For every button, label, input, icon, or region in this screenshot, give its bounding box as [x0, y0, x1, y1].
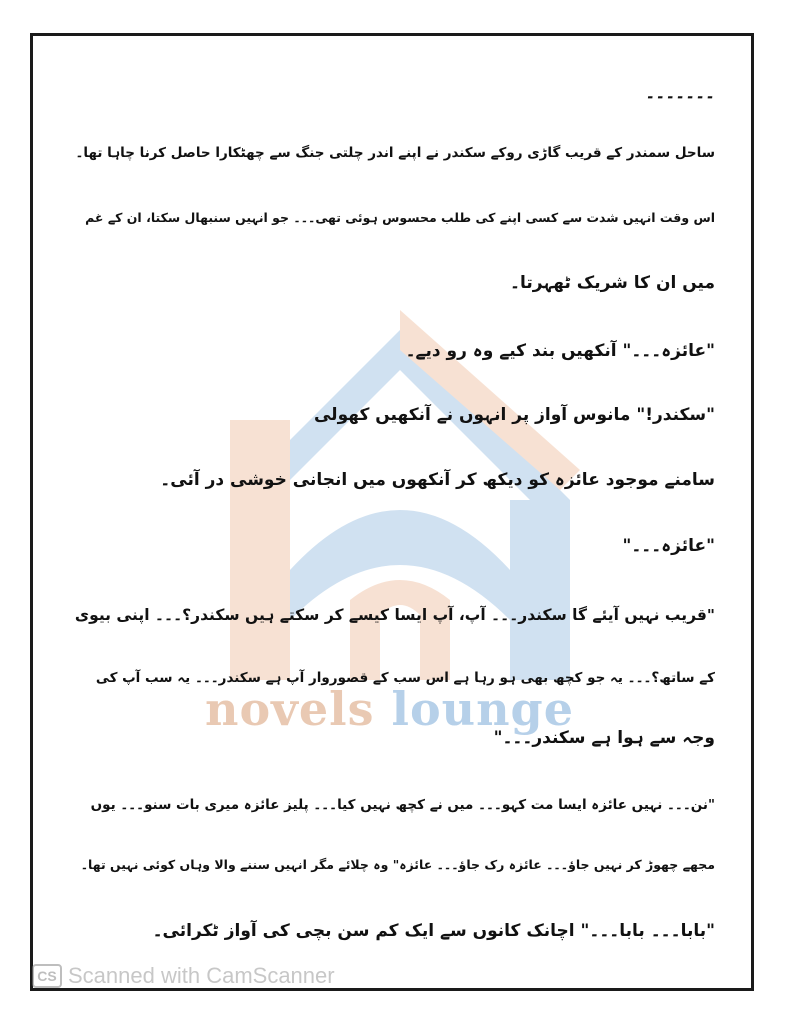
dialogue-line-1: "عائزہ۔۔۔" آنکھیں بند کیے وہ رو دیے۔ — [405, 341, 715, 361]
page-frame — [30, 33, 754, 991]
paragraph-line-2: اس وقت انہیں شدت سے کسی اپنے کی طلب محسوس ہوئی تھی۔۔۔ جو انہیں سنبھال سکتا، ان کے غم — [85, 210, 715, 225]
paragraph-line-4: سامنے موجود عائزہ کو دیکھ کر آنکھوں میں انجانی خوشی در آئی۔ — [160, 470, 715, 490]
camscanner-watermark — [32, 960, 335, 992]
dialogue-line-4: "قریب نہیں آیئے گا سکندر۔۔۔ آپ، آپ ایسا کیسے کر سکتے ہیں سکندر؟۔۔۔ اپنی بیوی — [74, 606, 715, 624]
dialogue-line-6: وجہ سے ہوا ہے سکندر۔۔۔" — [493, 728, 715, 748]
separator-line: ۔۔۔۔۔۔۔ — [645, 83, 715, 103]
dialogue-line-5: کے ساتھ؟۔۔۔ یہ جو کچھ بھی ہو رہا ہے اس سب کے قصوروار آپ ہے سکندر۔۔۔ یہ سب آپ کی — [95, 670, 715, 686]
watermark-word-novels: novels — [205, 682, 375, 736]
dialogue-line-8: مجھے چھوڑ کر نہیں جاؤ۔۔۔ عائزہ رک جاؤ۔۔۔ عائزہ" وہ چلائے مگر انہیں سننے والا وہاں کوئی نہیں تھا۔ — [80, 857, 715, 872]
dialogue-line-9: "بابا۔۔۔ بابا۔۔۔" اچانک کانوں سے ایک کم سن بچی کی آواز ٹکرائی۔ — [152, 921, 715, 941]
camscanner-logo-icon: CS — [32, 964, 62, 988]
paragraph-line-1: ساحل سمندر کے قریب گاڑی روکے سکندر نے اپنے اندر چلتی جنگ سے چھٹکارا حاصل کرنا چاہا تھا۔ — [75, 145, 715, 161]
watermark-word-lounge: lounge — [391, 682, 574, 736]
dialogue-line-7: "نن۔۔۔ نہیں عائزہ ایسا مت کہو۔۔۔ میں نے کچھ نہیں کیا۔۔۔ پلیز عائزہ میری بات سنو۔۔۔ یوں — [90, 797, 715, 813]
camscanner-label: Scanned with CamScanner — [68, 963, 335, 988]
dialogue-line-3: "عائزہ۔۔۔" — [622, 536, 715, 556]
dialogue-line-2: "سکندر!" مانوس آواز پر انہوں نے آنکھیں کھولی — [313, 405, 715, 425]
paragraph-line-3: میں ان کا شریک ٹھہرتا۔ — [510, 273, 715, 293]
